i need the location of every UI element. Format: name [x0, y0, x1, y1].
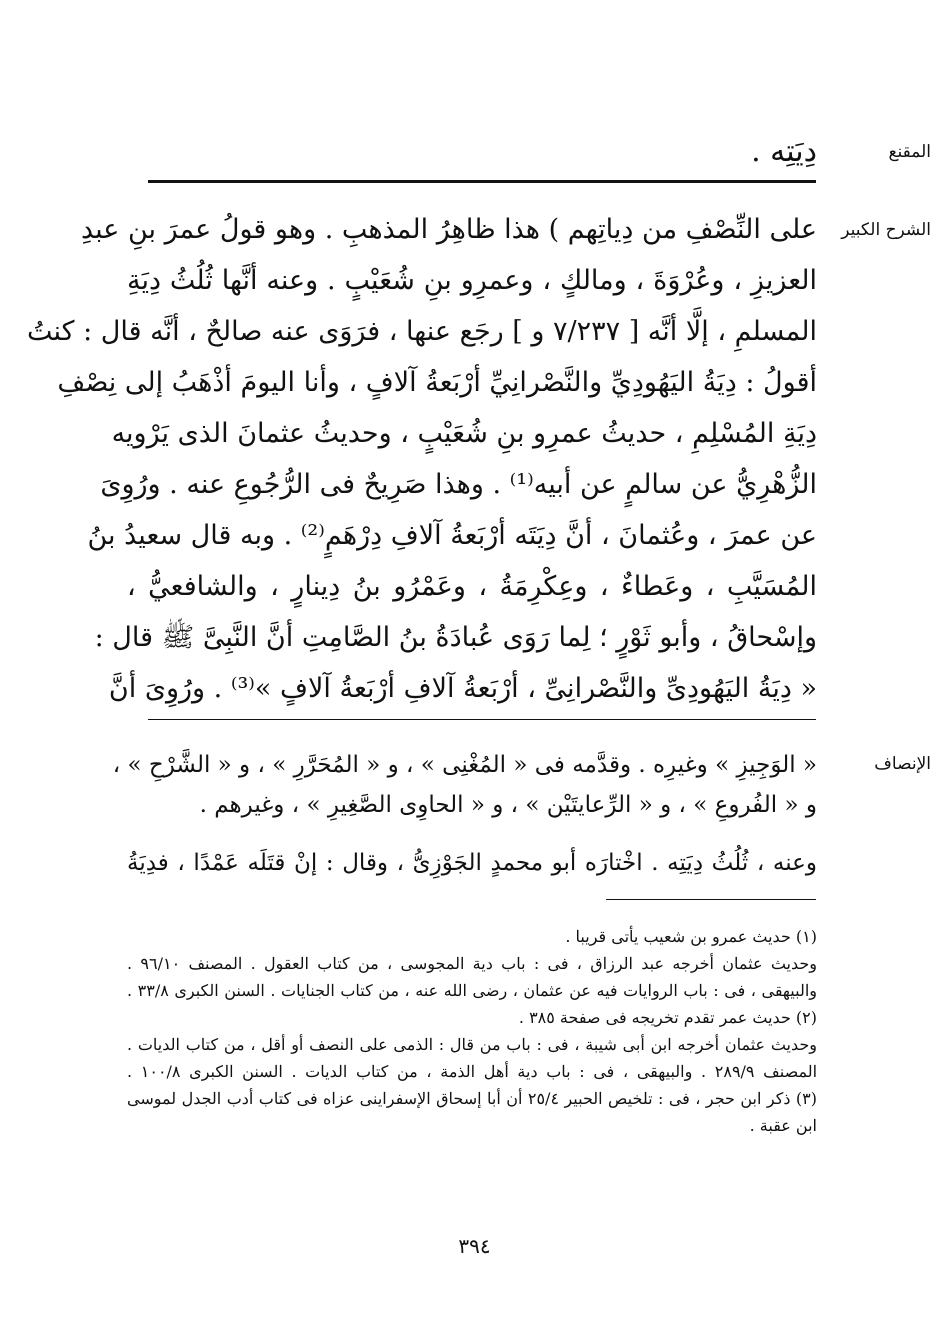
sharh-line: دِيَةِ المُسْلِمِ ، حديثُ عمرِو بنِ شُعَيْبٍ ، وحديثُ عثمانَ الذى يَرْويه: [111, 418, 817, 449]
footnote-line: والبيهقى ، فى : باب الروايات فيه عن عثمان ، رضى الله عنه ، من كتاب الجنايات . السنن الكبرى ٣٣/٨ .: [127, 981, 818, 1000]
muqni-margin-label: المقنع: [888, 142, 931, 162]
footnote-line: (١) حديث عمرو بن شعيب يأتى قريبا .: [565, 927, 817, 946]
sharh-line: المُسَيَّبِ ، وعَطاءٌ ، وعِكْرِمَةُ ، وعَمْرُو بنُ دِينارٍ ، والشافعيُّ ،: [127, 571, 817, 602]
footnote-line: (٢) حديث عمر تقدم تخريجه فى صفحة ٣٨٥ .: [518, 1008, 817, 1027]
sharh-line: العزيزِ ، وعُرْوَةَ ، ومالكٍ ، وعمرِو بنِ شُعَيْبٍ . وعنه أنَّها ثُلُثُ دِيَةِ: [127, 265, 817, 296]
muqni-text: دِيَتِه .: [751, 134, 817, 169]
footnote-line: وحديث عثمان أخرجه ابن أبى شيبة ، فى : باب من قال : الذمى على النصف أو أقل ، من كتاب الديات .: [127, 1035, 817, 1054]
insaf-line: « الوَجِيزِ » وغيرِه . وقدَّمه فى « المُغْنِى » ، و « المُحَرَّرِ » ، و « الشَّرْحِ » ،: [112, 752, 817, 778]
sharh-line: عن عمرَ ، وعُثمانَ ، أنَّ دِيَتَه أرْبَعةُ آلافِ دِرْهَمٍ⁽²⁾ . وبه قال سعيدُ بنُ: [87, 520, 817, 551]
insaf-text-block: [112, 745, 817, 883]
footnote-line: المصنف ٢٨٩/٩ . والبيهقى ، فى : باب دية أهل الذمة ، من كتاب الديات . السنن الكبرى ١٠٠/٨ .: [127, 1062, 818, 1081]
footnote-divider: [606, 899, 816, 900]
footnote-line: (٣) ذكر ابن حجر ، فى : تلخيص الحبير ٢٥/٤ أن أبا إسحاق الإسفراينى عزاه فى كتاب أدب الجدل لموسى: [127, 1089, 817, 1108]
footnote-line: وحديث عثمان أخرجه عبد الرزاق ، فى : باب دية المجوسى ، من كتاب العقول . المصنف ٩٦/١٠ .: [127, 954, 818, 973]
section-divider-thin: [148, 719, 816, 720]
sharh-line: المسلمِ ، إلَّا أنَّه [ ٧/٢٣٧ و ] رجَع عنها ، فرَوَى عنه صالحٌ ، أنَّه قال : كنتُ: [27, 316, 817, 347]
sharh-margin-label: الشرح الكبير: [841, 220, 931, 240]
section-divider-thick: [148, 180, 816, 183]
page-number: ٣٩٤: [458, 1234, 491, 1258]
insaf-margin-label: الإنصاف: [874, 754, 931, 774]
sharh-line: وإسْحاقُ ، وأبو ثَوْرٍ ؛ لِما رَوَى عُبادَةُ بنُ الصَّامِتِ أنَّ النَّبِىَّ ﷺ قال :: [94, 622, 817, 653]
sharh-text-block: [27, 204, 817, 714]
insaf-line: و « الفُروعِ » ، و « الرِّعايتَيْن » ، و « الحاوِى الصَّغِيرِ » ، وغيرهم .: [199, 792, 817, 818]
sharh-line: « دِيَةُ اليَهُودِىِّ والنَّصْرانِىِّ ، أرْبَعةُ آلافِ أرْبَعةُ آلافٍ »⁽³⁾ . ورُوِىَ أنَّ: [108, 673, 817, 704]
footnote-line: ابن عقبة .: [749, 1116, 817, 1135]
sharh-line: على النِّصْفِ من دِياتِهم ) هذا ظاهِرُ المذهبِ . وهو قولُ عمرَ بنِ عبدِ: [80, 214, 817, 245]
footnotes-block: [127, 923, 817, 1139]
sharh-line: أقولُ : دِيَةُ اليَهُودِيِّ والنَّصْرانِيِّ أرْبَعةُ آلافٍ ، وأنا اليومَ أذْهَبُ إلى نِصْفِ: [57, 367, 817, 398]
insaf-line: وعنه ، ثُلُثُ دِيَتِه . اخْتارَه أبو محمدٍ الجَوْزِىُّ ، وقال : إنْ قتَلَه عَمْدًا ، فدِيَةُ: [127, 850, 817, 876]
sharh-line: الزُّهْرِيُّ عن سالمٍ عن أبيه⁽¹⁾ . وهذا صَرِيحٌ فى الرُّجُوعِ عنه . ورُوِىَ: [100, 469, 817, 500]
